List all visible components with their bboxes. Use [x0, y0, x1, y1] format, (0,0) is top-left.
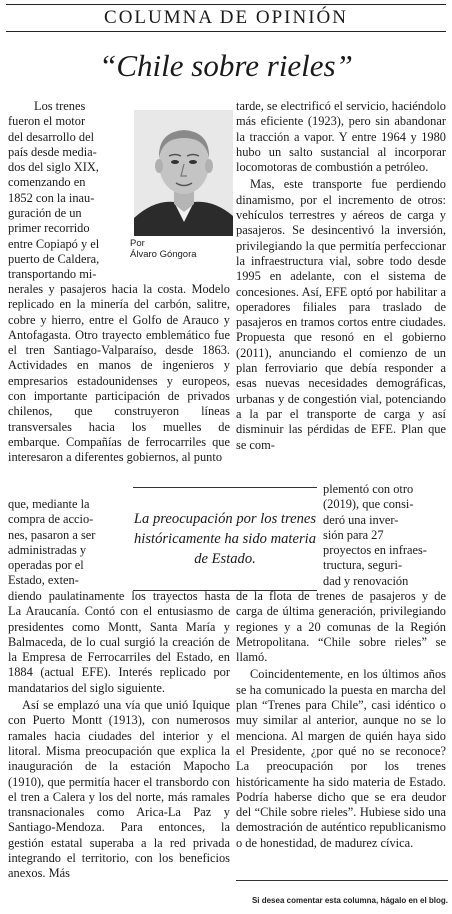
paragraph: de la flota de trenes de pasajeros y de carga de última generación, privilegiando regiones y a 20 comunas de la Región Metropolitana. “Chile sobre rieles” se llamó.: [236, 589, 446, 665]
paragraph: nerales y pasajeros hacia la costa. Modelo replicado en la minería del carbón, salitre, cobre y hierro, entre el Golfo de Arauco y Antofagasta. Otro trayecto emblemático fue el tren Santiago-Valparaíso, desde 1863. Actividades en manos de ingenieros y empresarios estadounidenses y europeos, con importante participación de privados chilenos, que construyeron líneas transversales hacia los muelles de embarque. Compañías de ferrocarriles que interesaron a diferentes gobiernos, al punto: [8, 282, 230, 465]
section-header: [6, 4, 446, 32]
byline: [130, 238, 238, 260]
text-line: guración de un: [8, 206, 82, 221]
right-bottom: [236, 589, 446, 851]
headline: “Chile sobre rieles”: [99, 48, 353, 83]
text-line: país desde media-: [8, 144, 97, 159]
left-body: [8, 282, 230, 466]
text-line: comenzando en: [8, 175, 86, 190]
text-line: plementó con otro: [323, 482, 414, 496]
text-line: transportando mi-: [8, 267, 97, 282]
text-line: tructura, seguri-: [323, 558, 403, 573]
left-top-lines: [8, 99, 128, 283]
paragraph: tarde, se electrificó el servicio, haciéndolo más eficiente (1923), pero sin abandonar la tracción a vapor. Y entre 1964 y 1980 hubo un salto sustancial al incorporar locomotoras de combustión a petróleo.: [236, 99, 446, 175]
left-bottom: [8, 589, 230, 882]
byline-prefix: Por: [130, 238, 145, 249]
text-line: (2019), que consi-: [323, 497, 414, 512]
text-line: primer recorrido: [8, 221, 90, 236]
text-line: dad y renovación: [323, 573, 409, 588]
text-line: fueron el motor: [8, 114, 86, 129]
text-line: deró una inver-: [323, 512, 399, 527]
text-line: del desarrollo del: [8, 129, 95, 144]
byline-author: Álvaro Góngora: [130, 249, 197, 260]
text-line: nes, pasaron a ser: [8, 527, 96, 542]
text-line: dos del siglo XIX,: [8, 160, 99, 175]
author-photo: [134, 110, 233, 236]
right-mid-lines: [323, 482, 446, 589]
paragraph: Así se emplazó una vía que unió Iquique con Puerto Montt (1913), con numerosos ramales hacia ciudades del interior y el litoral. Misma preocupación que explica la inauguración de la estación Mapocho (1910), que permitía hacer el transbordo con el tren a Calera y los del norte, más ramales transnacionales como Arica-La Paz y Santiago-Mendoza. Para entonces, la gestión estatal superaba a la red privada integrando el territorio, con los beneficios anexos. Más: [8, 698, 230, 881]
text-line: proyectos en infraes-: [323, 543, 427, 558]
text-line: compra de accio-: [8, 512, 94, 527]
section-title: COLUMNA DE OPINIÓN: [104, 7, 348, 28]
text-line: 1852 con la inau-: [8, 190, 95, 205]
text-line: administradas y: [8, 542, 87, 557]
right-top: [236, 99, 446, 453]
pull-quote-text: La preocupación por los trenes históricamente ha sido materia de Estado.: [133, 511, 317, 567]
footer-note: Si desea comentar esta columna, hágalo en el blog.: [251, 896, 448, 905]
author-portrait-icon: [134, 110, 233, 236]
text-line: operadas por el: [8, 558, 84, 573]
text-line: puerto de Caldera,: [8, 251, 100, 266]
text-line: Los trenes: [34, 99, 86, 113]
paragraph: diendo paulatinamente los trayectos hasta La Araucanía. Contó con el entusiasmo de presidentes como Montt, Santa María y Balmaceda, de lo cual surgió la creación de la Empresa de Ferrocarriles del Estado, en 1884 (actual EFE). Interés replicado por mandatarios del siglo siguiente.: [8, 589, 230, 695]
pull-quote: [133, 487, 317, 591]
text-line: sión para 27: [323, 527, 384, 542]
paragraph: Mas, este transporte fue perdiendo dinamismo, por el incremento de otros: vehículos terrestres y aéreos de carga y pasajeros. Se desincentivó la inversión, privilegiando la que permitía perfeccionar la infraestructura vial, sobre todo desde 1995 en adelante, con el sistema de concesiones. Así, EFE optó por habilitar a operadores filiales para traslado de pasajeros en tramos cortos entre ciudades. Propuesta que resonó en el gobierno (2011), anunciando el comienzo de un plan ferroviario que debía responder a esas nuevas necesidades demográficas, urbanas y de congestión vial, potenciando a la par el transporte de carga y así disminuir las pérdidas de EFE. Plan que se com-: [236, 177, 446, 452]
footer-rule: [236, 880, 448, 881]
text-line: entre Copiapó y el: [8, 236, 100, 251]
left-mid-lines: [8, 497, 128, 589]
paragraph: Coincidentemente, en los últimos años se ha comunicado la puesta en marcha del plan “Trenes para Chile”, casi idéntico o muy similar al anterior, aunque no se lo menciona. Al margen de quién haya sido el Presidente, ¿por qué no se reconoce? La preocupación por los trenes históricamente ha sido materia de Estado. Podría haberse dicho que se era deudor del “Chile sobre rieles”. Hubiese sido una demostración de auténtico republicanismo o de honestidad, de madurez cívica.: [236, 667, 446, 850]
text-line: que, mediante la: [8, 497, 90, 511]
text-line: Estado, exten-: [8, 573, 79, 588]
